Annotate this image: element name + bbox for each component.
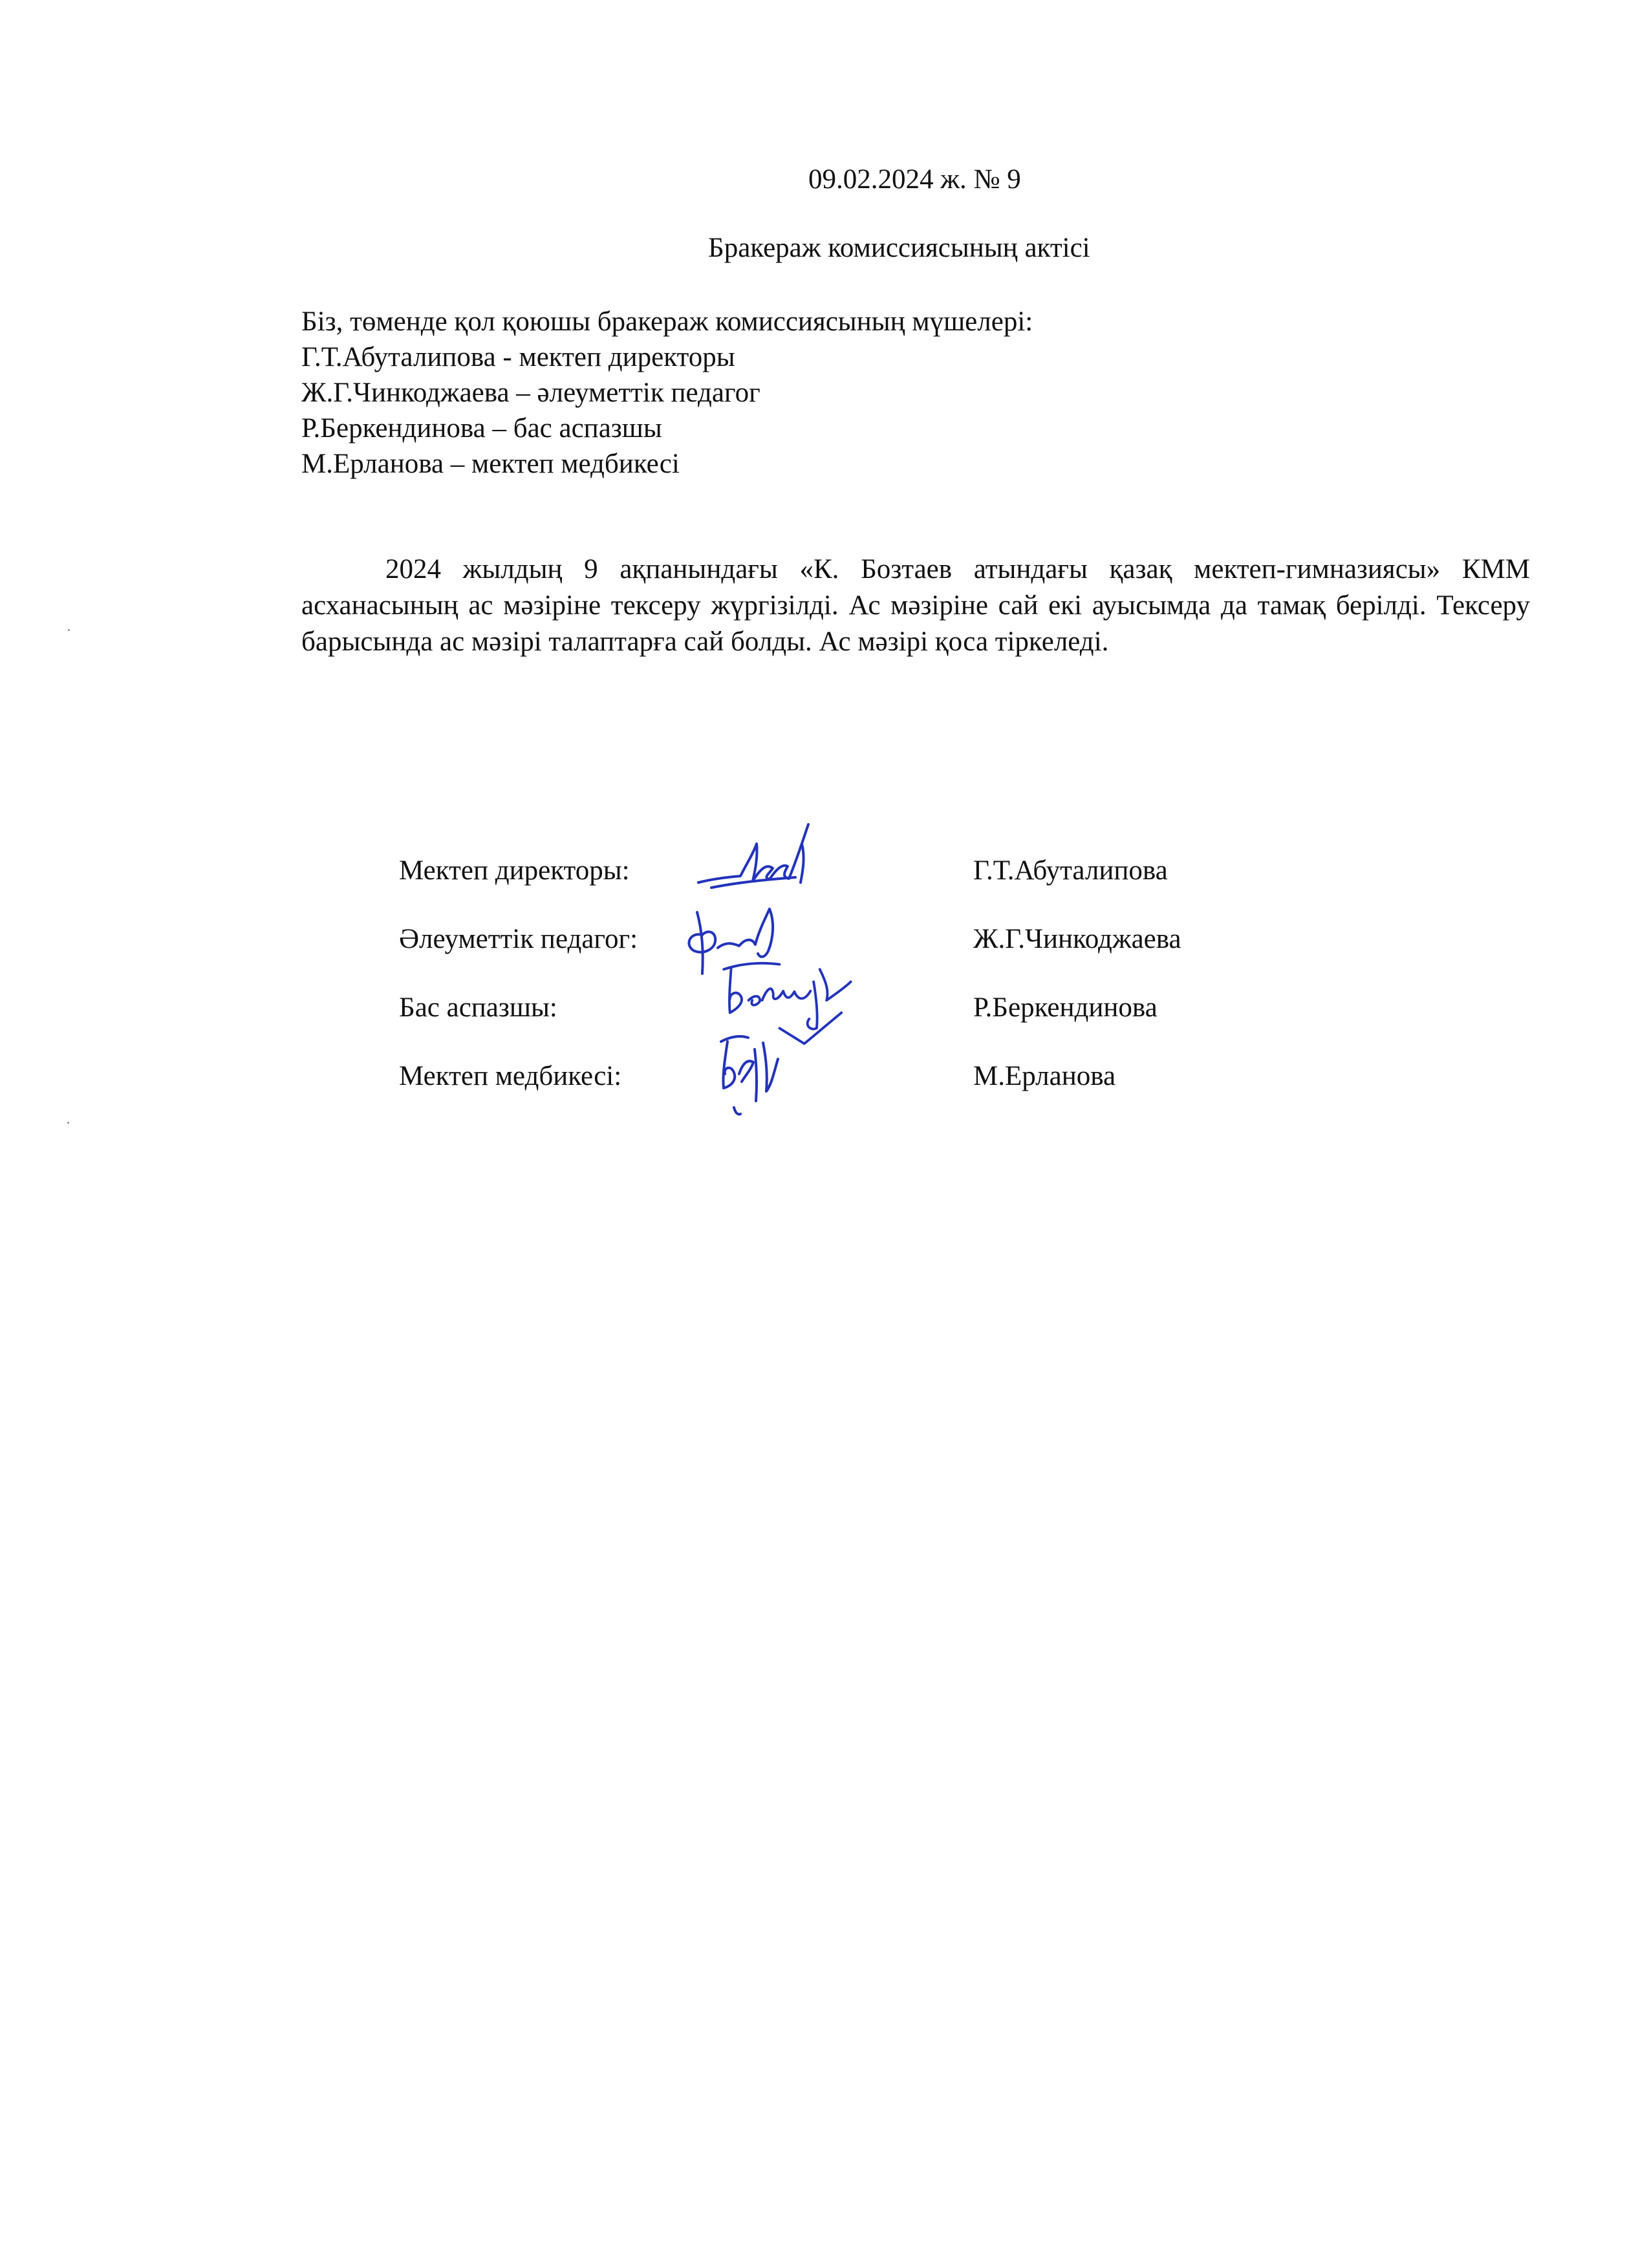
scan-speck — [67, 1122, 69, 1124]
document-number: 09.02.2024 ж. № 9 — [808, 164, 1021, 195]
member-line: М.Ерланова – мектеп медбикесі — [301, 449, 680, 479]
signature-row — [0, 984, 1649, 1029]
signature-row — [0, 915, 1649, 961]
members-intro: Біз, төменде қол қоюшы бракераж комиссиясының мүшелері: — [301, 306, 1033, 337]
commission-members — [301, 304, 1033, 482]
act-body — [301, 551, 1530, 660]
signature-school-nurse — [702, 1023, 850, 1120]
signer-role: Мектеп медбикесі: — [399, 1061, 622, 1091]
signer-name: Р.Беркендинова — [973, 992, 1158, 1023]
signer-name: М.Ерланова — [973, 1061, 1116, 1091]
signer-name: Ж.Г.Чинкоджаева — [973, 924, 1181, 954]
scan-speck — [68, 629, 70, 631]
act-body-paragraph: 2024 жылдың 9 ақпанындағы «К. Бозтаев атындағы қазақ мектеп-гимназиясы» КММ асханасының ас мәзіріне тексеру жүргізілді. Ас мәзіріне сай екі ауысымда да тамақ берілді. Тексеру барысында ас мәзірі талаптарға сай болды. Ас мәзірі қоса тіркеледі. — [301, 554, 1530, 657]
signer-role: Әлеуметтік педагог: — [399, 924, 638, 954]
signer-role: Мектеп директоры: — [399, 855, 630, 886]
member-line: Г.Т.Абуталипова - мектеп директоры — [301, 342, 735, 372]
member-line: Ж.Г.Чинкоджаева – әлеуметтік педагог — [301, 378, 760, 408]
member-line: Р.Беркендинова – бас аспазшы — [301, 413, 662, 444]
signature-row — [0, 1053, 1649, 1098]
document-title: Бракераж комиссиясының актісі — [708, 233, 1090, 263]
signer-name: Г.Т.Абуталипова — [973, 855, 1168, 886]
signer-role: Бас аспазшы: — [399, 992, 557, 1023]
signature-row — [0, 847, 1649, 892]
